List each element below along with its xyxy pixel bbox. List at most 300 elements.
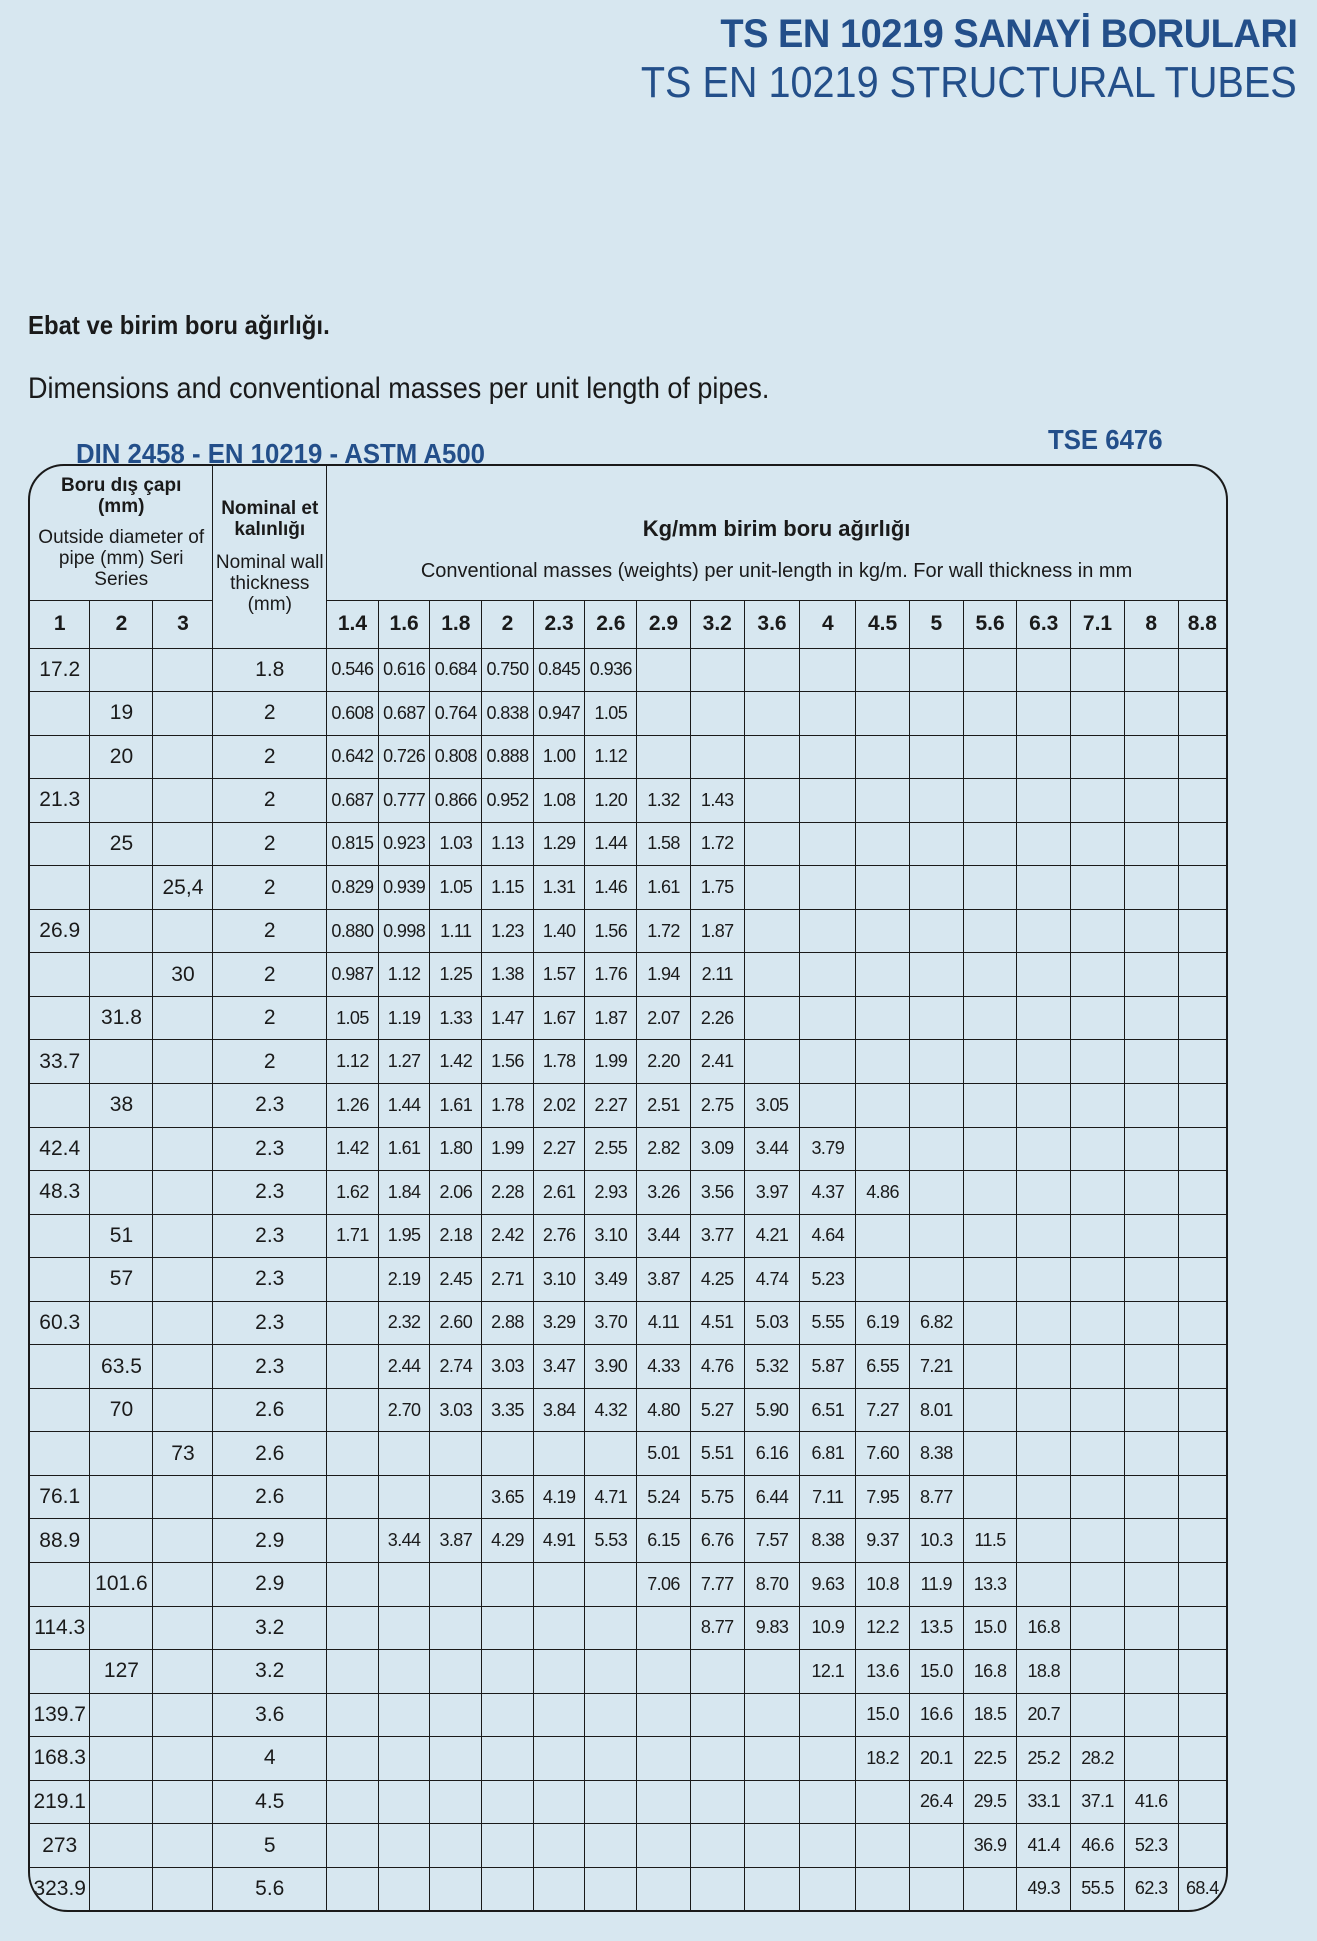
series-1-diameter: 17.2 bbox=[30, 648, 90, 692]
mass-cell: 1.29 bbox=[533, 822, 585, 866]
mass-cell bbox=[1071, 1475, 1125, 1519]
series-1-diameter: 26.9 bbox=[30, 909, 90, 953]
mass-cell bbox=[690, 735, 744, 779]
mass-cell bbox=[963, 866, 1017, 910]
mass-cell: 2.44 bbox=[378, 1345, 430, 1389]
mass-cell bbox=[800, 1693, 856, 1737]
thickness-header: 5 bbox=[909, 600, 963, 648]
series-2-diameter bbox=[90, 1127, 153, 1171]
mass-cell: 0.987 bbox=[327, 953, 379, 997]
mass-cell: 5.24 bbox=[637, 1475, 691, 1519]
mass-cell: 1.42 bbox=[327, 1127, 379, 1171]
mass-cell: 2.71 bbox=[482, 1258, 534, 1302]
mass-cell: 49.3 bbox=[1017, 1867, 1071, 1910]
mass-cell: 0.888 bbox=[482, 735, 534, 779]
mass-cell bbox=[585, 1780, 637, 1824]
thickness-header: 8 bbox=[1124, 600, 1178, 648]
mass-cell bbox=[378, 1867, 430, 1910]
series-2-diameter: 101.6 bbox=[90, 1562, 153, 1606]
mass-cell bbox=[963, 1432, 1017, 1476]
series-3-diameter bbox=[153, 1693, 213, 1737]
mass-cell bbox=[690, 648, 744, 692]
mass-cell: 2.51 bbox=[637, 1083, 691, 1127]
mass-cell bbox=[744, 996, 800, 1040]
table-row bbox=[30, 1780, 1226, 1824]
mass-cell bbox=[430, 1737, 482, 1781]
mass-cell bbox=[909, 1258, 963, 1302]
thickness-header: 4.5 bbox=[856, 600, 910, 648]
mass-cell: 8.70 bbox=[744, 1562, 800, 1606]
series-1-diameter bbox=[30, 735, 90, 779]
mass-cell: 2.32 bbox=[378, 1301, 430, 1345]
series-2-diameter bbox=[90, 1867, 153, 1910]
mass-cell bbox=[533, 1432, 585, 1476]
mass-cell bbox=[1071, 1214, 1125, 1258]
nominal-thickness: 2 bbox=[213, 822, 327, 866]
mass-cell: 2.27 bbox=[533, 1127, 585, 1171]
mass-cell bbox=[327, 1519, 379, 1563]
mass-cell bbox=[909, 1083, 963, 1127]
mass-cell: 3.87 bbox=[637, 1258, 691, 1302]
mass-cell: 1.71 bbox=[327, 1214, 379, 1258]
mass-cell bbox=[963, 692, 1017, 736]
mass-cell: 1.11 bbox=[430, 909, 482, 953]
mass-cell bbox=[1017, 1171, 1071, 1215]
mass-cell: 1.44 bbox=[585, 822, 637, 866]
series-1-diameter: 88.9 bbox=[30, 1519, 90, 1563]
mass-cell bbox=[1178, 909, 1226, 953]
mass-cell bbox=[963, 779, 1017, 823]
mass-cell bbox=[1071, 866, 1125, 910]
mass-cell: 0.952 bbox=[482, 779, 534, 823]
table-row bbox=[30, 1171, 1226, 1215]
table-row bbox=[30, 1214, 1226, 1258]
mass-cell: 3.10 bbox=[533, 1258, 585, 1302]
series-2-diameter: 57 bbox=[90, 1258, 153, 1302]
mass-cell bbox=[1071, 1171, 1125, 1215]
series-3-diameter bbox=[153, 735, 213, 779]
thickness-header: 3.6 bbox=[744, 600, 800, 648]
mass-cell bbox=[800, 822, 856, 866]
mass-cell: 1.72 bbox=[637, 909, 691, 953]
mass-cell: 1.19 bbox=[378, 996, 430, 1040]
series-1-diameter: 76.1 bbox=[30, 1475, 90, 1519]
nominal-thickness: 5.6 bbox=[213, 1867, 327, 1910]
series-1-diameter: 168.3 bbox=[30, 1737, 90, 1781]
mass-cell: 1.87 bbox=[690, 909, 744, 953]
mass-cell: 0.866 bbox=[430, 779, 482, 823]
series-2-diameter bbox=[90, 953, 153, 997]
mass-cell bbox=[1178, 1562, 1226, 1606]
mass-cell bbox=[1124, 1301, 1178, 1345]
series-1-diameter: 139.7 bbox=[30, 1693, 90, 1737]
mass-cell bbox=[378, 1562, 430, 1606]
mass-cell bbox=[1071, 1606, 1125, 1650]
mass-cell bbox=[909, 1867, 963, 1910]
mass-cell bbox=[1178, 1693, 1226, 1737]
mass-cell bbox=[963, 1301, 1017, 1345]
mass-cell: 3.09 bbox=[690, 1127, 744, 1171]
series-3-diameter bbox=[153, 1737, 213, 1781]
table-row bbox=[30, 822, 1226, 866]
mass-cell bbox=[1178, 1475, 1226, 1519]
mass-cell bbox=[585, 1824, 637, 1868]
mass-cell bbox=[800, 779, 856, 823]
mass-cell bbox=[744, 822, 800, 866]
mass-cell bbox=[1017, 1040, 1071, 1084]
mass-cell bbox=[327, 1388, 379, 1432]
mass-cell: 1.95 bbox=[378, 1214, 430, 1258]
mass-cell: 7.11 bbox=[800, 1475, 856, 1519]
table-row bbox=[30, 735, 1226, 779]
nominal-thickness: 2 bbox=[213, 953, 327, 997]
mass-cell bbox=[327, 1258, 379, 1302]
mass-cell bbox=[690, 1650, 744, 1694]
series-1-diameter bbox=[30, 1258, 90, 1302]
mass-cell bbox=[963, 953, 1017, 997]
series-1-diameter: 323.9 bbox=[30, 1867, 90, 1910]
mass-cell bbox=[327, 1345, 379, 1389]
mass-cell: 4.11 bbox=[637, 1301, 691, 1345]
mass-cell: 5.55 bbox=[800, 1301, 856, 1345]
mass-cell: 4.64 bbox=[800, 1214, 856, 1258]
series-3-diameter bbox=[153, 1519, 213, 1563]
mass-cell: 11.9 bbox=[909, 1562, 963, 1606]
mass-cell: 5.75 bbox=[690, 1475, 744, 1519]
mass-cell bbox=[744, 1693, 800, 1737]
mass-cell bbox=[1071, 692, 1125, 736]
mass-cell bbox=[909, 822, 963, 866]
nominal-thickness: 2.6 bbox=[213, 1475, 327, 1519]
mass-cell: 2.45 bbox=[430, 1258, 482, 1302]
page-title-en: TS EN 10219 STRUCTURAL TUBES bbox=[641, 58, 1297, 107]
series-2-diameter: 70 bbox=[90, 1388, 153, 1432]
mass-cell bbox=[1124, 866, 1178, 910]
mass-cell bbox=[378, 1432, 430, 1476]
series-1-diameter bbox=[30, 866, 90, 910]
mass-cell bbox=[744, 648, 800, 692]
mass-cell: 1.33 bbox=[430, 996, 482, 1040]
mass-cell bbox=[963, 1214, 1017, 1258]
mass-cell bbox=[1178, 822, 1226, 866]
mass-cell bbox=[1017, 692, 1071, 736]
mass-cell bbox=[482, 1737, 534, 1781]
mass-cell bbox=[800, 1780, 856, 1824]
series-1-diameter bbox=[30, 1388, 90, 1432]
mass-cell bbox=[585, 1693, 637, 1737]
mass-cell: 15.0 bbox=[909, 1650, 963, 1694]
thickness-header: 2.6 bbox=[585, 600, 637, 648]
mass-cell: 3.10 bbox=[585, 1214, 637, 1258]
mass-cell: 6.15 bbox=[637, 1519, 691, 1563]
mass-cell: 1.57 bbox=[533, 953, 585, 997]
mass-cell: 4.71 bbox=[585, 1475, 637, 1519]
mass-cell bbox=[744, 953, 800, 997]
mass-cell bbox=[585, 1737, 637, 1781]
mass-cell bbox=[1178, 1650, 1226, 1694]
mass-cell bbox=[1124, 1040, 1178, 1084]
mass-cell bbox=[430, 1606, 482, 1650]
mass-cell bbox=[744, 1650, 800, 1694]
mass-cell bbox=[533, 1780, 585, 1824]
mass-cell bbox=[1017, 822, 1071, 866]
thickness-header: 1.8 bbox=[430, 600, 482, 648]
mass-cell bbox=[533, 1693, 585, 1737]
series-2-diameter: 25 bbox=[90, 822, 153, 866]
mass-cell: 52.3 bbox=[1124, 1824, 1178, 1868]
table-row bbox=[30, 996, 1226, 1040]
mass-cell bbox=[1071, 1432, 1125, 1476]
mass-cell bbox=[963, 1345, 1017, 1389]
mass-cell: 2.20 bbox=[637, 1040, 691, 1084]
table-row bbox=[30, 1650, 1226, 1694]
mass-cell: 0.608 bbox=[327, 692, 379, 736]
mass-cell: 0.829 bbox=[327, 866, 379, 910]
mass-cell: 5.53 bbox=[585, 1519, 637, 1563]
series-1-diameter: 60.3 bbox=[30, 1301, 90, 1345]
mass-cell: 4.74 bbox=[744, 1258, 800, 1302]
mass-cell bbox=[1017, 953, 1071, 997]
mass-cell: 7.21 bbox=[909, 1345, 963, 1389]
series-2-diameter bbox=[90, 1824, 153, 1868]
nominal-thickness: 2.3 bbox=[213, 1127, 327, 1171]
mass-cell: 4.25 bbox=[690, 1258, 744, 1302]
mass-cell: 22.5 bbox=[963, 1737, 1017, 1781]
mass-cell bbox=[1178, 1345, 1226, 1389]
table-row bbox=[30, 1083, 1226, 1127]
series-2-diameter bbox=[90, 1780, 153, 1824]
series-2-diameter: 127 bbox=[90, 1650, 153, 1694]
nominal-thickness: 2.6 bbox=[213, 1432, 327, 1476]
mass-cell bbox=[1124, 648, 1178, 692]
mass-cell: 7.27 bbox=[856, 1388, 910, 1432]
mass-cell bbox=[637, 1606, 691, 1650]
mass-cell: 1.99 bbox=[585, 1040, 637, 1084]
nominal-thickness: 2.3 bbox=[213, 1214, 327, 1258]
mass-cell bbox=[744, 1040, 800, 1084]
mass-cell bbox=[378, 1737, 430, 1781]
thickness-header: 1.6 bbox=[378, 600, 430, 648]
series-2-diameter bbox=[90, 1040, 153, 1084]
table-row bbox=[30, 1737, 1226, 1781]
mass-cell: 2.88 bbox=[482, 1301, 534, 1345]
nominal-thickness: 2.3 bbox=[213, 1345, 327, 1389]
mass-cell bbox=[430, 1780, 482, 1824]
mass-cell: 1.62 bbox=[327, 1171, 379, 1215]
mass-cell: 8.77 bbox=[909, 1475, 963, 1519]
nominal-header bbox=[213, 466, 327, 648]
mass-cell: 3.79 bbox=[800, 1127, 856, 1171]
mass-cell: 9.37 bbox=[856, 1519, 910, 1563]
mass-cell: 3.47 bbox=[533, 1345, 585, 1389]
mass-cell bbox=[327, 1693, 379, 1737]
mass-cell: 0.880 bbox=[327, 909, 379, 953]
series-3-diameter bbox=[153, 1171, 213, 1215]
mass-cell: 0.726 bbox=[378, 735, 430, 779]
mass-cell bbox=[800, 996, 856, 1040]
mass-cell bbox=[1124, 1171, 1178, 1215]
series-3-diameter bbox=[153, 692, 213, 736]
nominal-thickness: 4.5 bbox=[213, 1780, 327, 1824]
mass-cell: 0.750 bbox=[482, 648, 534, 692]
mass-cell bbox=[1124, 953, 1178, 997]
mass-cell: 1.05 bbox=[430, 866, 482, 910]
mass-cell bbox=[1124, 1519, 1178, 1563]
mass-cell: 16.8 bbox=[963, 1650, 1017, 1694]
nominal-header-tr: Nominal et kalınlığı bbox=[221, 498, 319, 541]
mass-header-tr: Kg/mm birim boru ağırlığı bbox=[327, 466, 1226, 544]
mass-cell: 0.838 bbox=[482, 692, 534, 736]
subtitle-tr: Ebat ve birim boru ağırlığı. bbox=[28, 310, 330, 340]
mass-cell bbox=[856, 1127, 910, 1171]
mass-cell: 1.12 bbox=[378, 953, 430, 997]
series-1-diameter: 33.7 bbox=[30, 1040, 90, 1084]
series-2-diameter bbox=[90, 1519, 153, 1563]
mass-cell bbox=[856, 909, 910, 953]
series-1-diameter bbox=[30, 953, 90, 997]
mass-cell: 16.6 bbox=[909, 1693, 963, 1737]
mass-cell bbox=[690, 1867, 744, 1910]
mass-cell bbox=[1178, 735, 1226, 779]
series-2-diameter bbox=[90, 779, 153, 823]
mass-cell: 0.939 bbox=[378, 866, 430, 910]
mass-cell bbox=[1017, 1258, 1071, 1302]
series-2-diameter bbox=[90, 1606, 153, 1650]
mass-cell bbox=[430, 1475, 482, 1519]
mass-cell bbox=[909, 1171, 963, 1215]
mass-cell: 1.56 bbox=[585, 909, 637, 953]
mass-cell: 0.815 bbox=[327, 822, 379, 866]
mass-cell bbox=[744, 909, 800, 953]
mass-cell: 37.1 bbox=[1071, 1780, 1125, 1824]
mass-cell bbox=[482, 1562, 534, 1606]
mass-cell bbox=[1017, 1345, 1071, 1389]
table-row bbox=[30, 1562, 1226, 1606]
mass-cell bbox=[800, 1824, 856, 1868]
mass-cell bbox=[963, 735, 1017, 779]
mass-cell bbox=[800, 953, 856, 997]
mass-cell: 1.46 bbox=[585, 866, 637, 910]
mass-cell: 11.5 bbox=[963, 1519, 1017, 1563]
diameter-header-en: Outside diameter of pipe (mm) Seri Series bbox=[38, 527, 205, 591]
mass-cell bbox=[327, 1475, 379, 1519]
mass-cell bbox=[744, 1867, 800, 1910]
series-2-diameter: 20 bbox=[90, 735, 153, 779]
mass-cell: 8.01 bbox=[909, 1388, 963, 1432]
mass-cell: 3.65 bbox=[482, 1475, 534, 1519]
mass-cell bbox=[963, 1127, 1017, 1171]
mass-cell bbox=[963, 1867, 1017, 1910]
mass-cell bbox=[327, 1432, 379, 1476]
mass-cell bbox=[690, 1737, 744, 1781]
mass-cell: 5.03 bbox=[744, 1301, 800, 1345]
series-3-diameter bbox=[153, 1780, 213, 1824]
mass-cell: 26.4 bbox=[909, 1780, 963, 1824]
mass-cell bbox=[909, 866, 963, 910]
table-row bbox=[30, 1127, 1226, 1171]
mass-cell: 2.07 bbox=[637, 996, 691, 1040]
mass-cell: 3.35 bbox=[482, 1388, 534, 1432]
mass-cell: 7.60 bbox=[856, 1432, 910, 1476]
series-3-diameter bbox=[153, 909, 213, 953]
series-3-diameter bbox=[153, 1258, 213, 1302]
mass-cell: 1.75 bbox=[690, 866, 744, 910]
mass-cell bbox=[856, 648, 910, 692]
mass-cell bbox=[1071, 1693, 1125, 1737]
mass-cell bbox=[1071, 648, 1125, 692]
mass-cell bbox=[1017, 909, 1071, 953]
mass-cell: 5.87 bbox=[800, 1345, 856, 1389]
series-3-diameter bbox=[153, 1388, 213, 1432]
mass-header-en: Conventional masses (weights) per unit-length in kg/m. For wall thickness in mm bbox=[327, 544, 1226, 600]
nominal-thickness: 2 bbox=[213, 735, 327, 779]
mass-cell: 2.27 bbox=[585, 1083, 637, 1127]
nominal-thickness: 5 bbox=[213, 1824, 327, 1868]
series-1-diameter: 48.3 bbox=[30, 1171, 90, 1215]
mass-cell bbox=[327, 1301, 379, 1345]
mass-cell: 25.2 bbox=[1017, 1737, 1071, 1781]
mass-cell bbox=[909, 996, 963, 1040]
subtitle-en: Dimensions and conventional masses per unit length of pipes. bbox=[28, 372, 770, 405]
mass-cell: 1.44 bbox=[378, 1083, 430, 1127]
mass-cell: 10.9 bbox=[800, 1606, 856, 1650]
mass-cell bbox=[856, 822, 910, 866]
mass-cell: 3.70 bbox=[585, 1301, 637, 1345]
mass-cell bbox=[1071, 779, 1125, 823]
table-row bbox=[30, 1475, 1226, 1519]
mass-cell bbox=[744, 866, 800, 910]
thickness-header: 4 bbox=[800, 600, 856, 648]
nominal-thickness: 2.3 bbox=[213, 1083, 327, 1127]
mass-cell: 2.61 bbox=[533, 1171, 585, 1215]
mass-cell bbox=[1178, 1083, 1226, 1127]
table-row bbox=[30, 1388, 1226, 1432]
nominal-thickness: 4 bbox=[213, 1737, 327, 1781]
mass-cell: 3.87 bbox=[430, 1519, 482, 1563]
mass-cell: 1.84 bbox=[378, 1171, 430, 1215]
mass-cell bbox=[378, 1650, 430, 1694]
mass-cell bbox=[1124, 779, 1178, 823]
mass-cell: 1.26 bbox=[327, 1083, 379, 1127]
thickness-header: 7.1 bbox=[1071, 600, 1125, 648]
mass-cell bbox=[1178, 1737, 1226, 1781]
mass-cell bbox=[1178, 866, 1226, 910]
mass-cell bbox=[327, 1562, 379, 1606]
mass-cell: 1.78 bbox=[533, 1040, 585, 1084]
mass-cell: 12.2 bbox=[856, 1606, 910, 1650]
mass-cell: 20.1 bbox=[909, 1737, 963, 1781]
series-2-diameter bbox=[90, 1171, 153, 1215]
mass-cell bbox=[856, 1040, 910, 1084]
mass-cell: 1.94 bbox=[637, 953, 691, 997]
mass-cell: 36.9 bbox=[963, 1824, 1017, 1868]
mass-cell bbox=[482, 1780, 534, 1824]
nominal-thickness: 1.8 bbox=[213, 648, 327, 692]
mass-cell bbox=[690, 1824, 744, 1868]
nominal-thickness: 2.3 bbox=[213, 1171, 327, 1215]
mass-cell bbox=[1017, 1519, 1071, 1563]
mass-cell bbox=[327, 1737, 379, 1781]
mass-cell: 1.78 bbox=[482, 1083, 534, 1127]
series-1-diameter bbox=[30, 1432, 90, 1476]
mass-cell bbox=[800, 1040, 856, 1084]
mass-cell bbox=[690, 692, 744, 736]
mass-cell: 33.1 bbox=[1017, 1780, 1071, 1824]
mass-cell: 2.26 bbox=[690, 996, 744, 1040]
mass-cell: 1.47 bbox=[482, 996, 534, 1040]
mass-cell bbox=[1071, 822, 1125, 866]
mass-cell: 1.23 bbox=[482, 909, 534, 953]
